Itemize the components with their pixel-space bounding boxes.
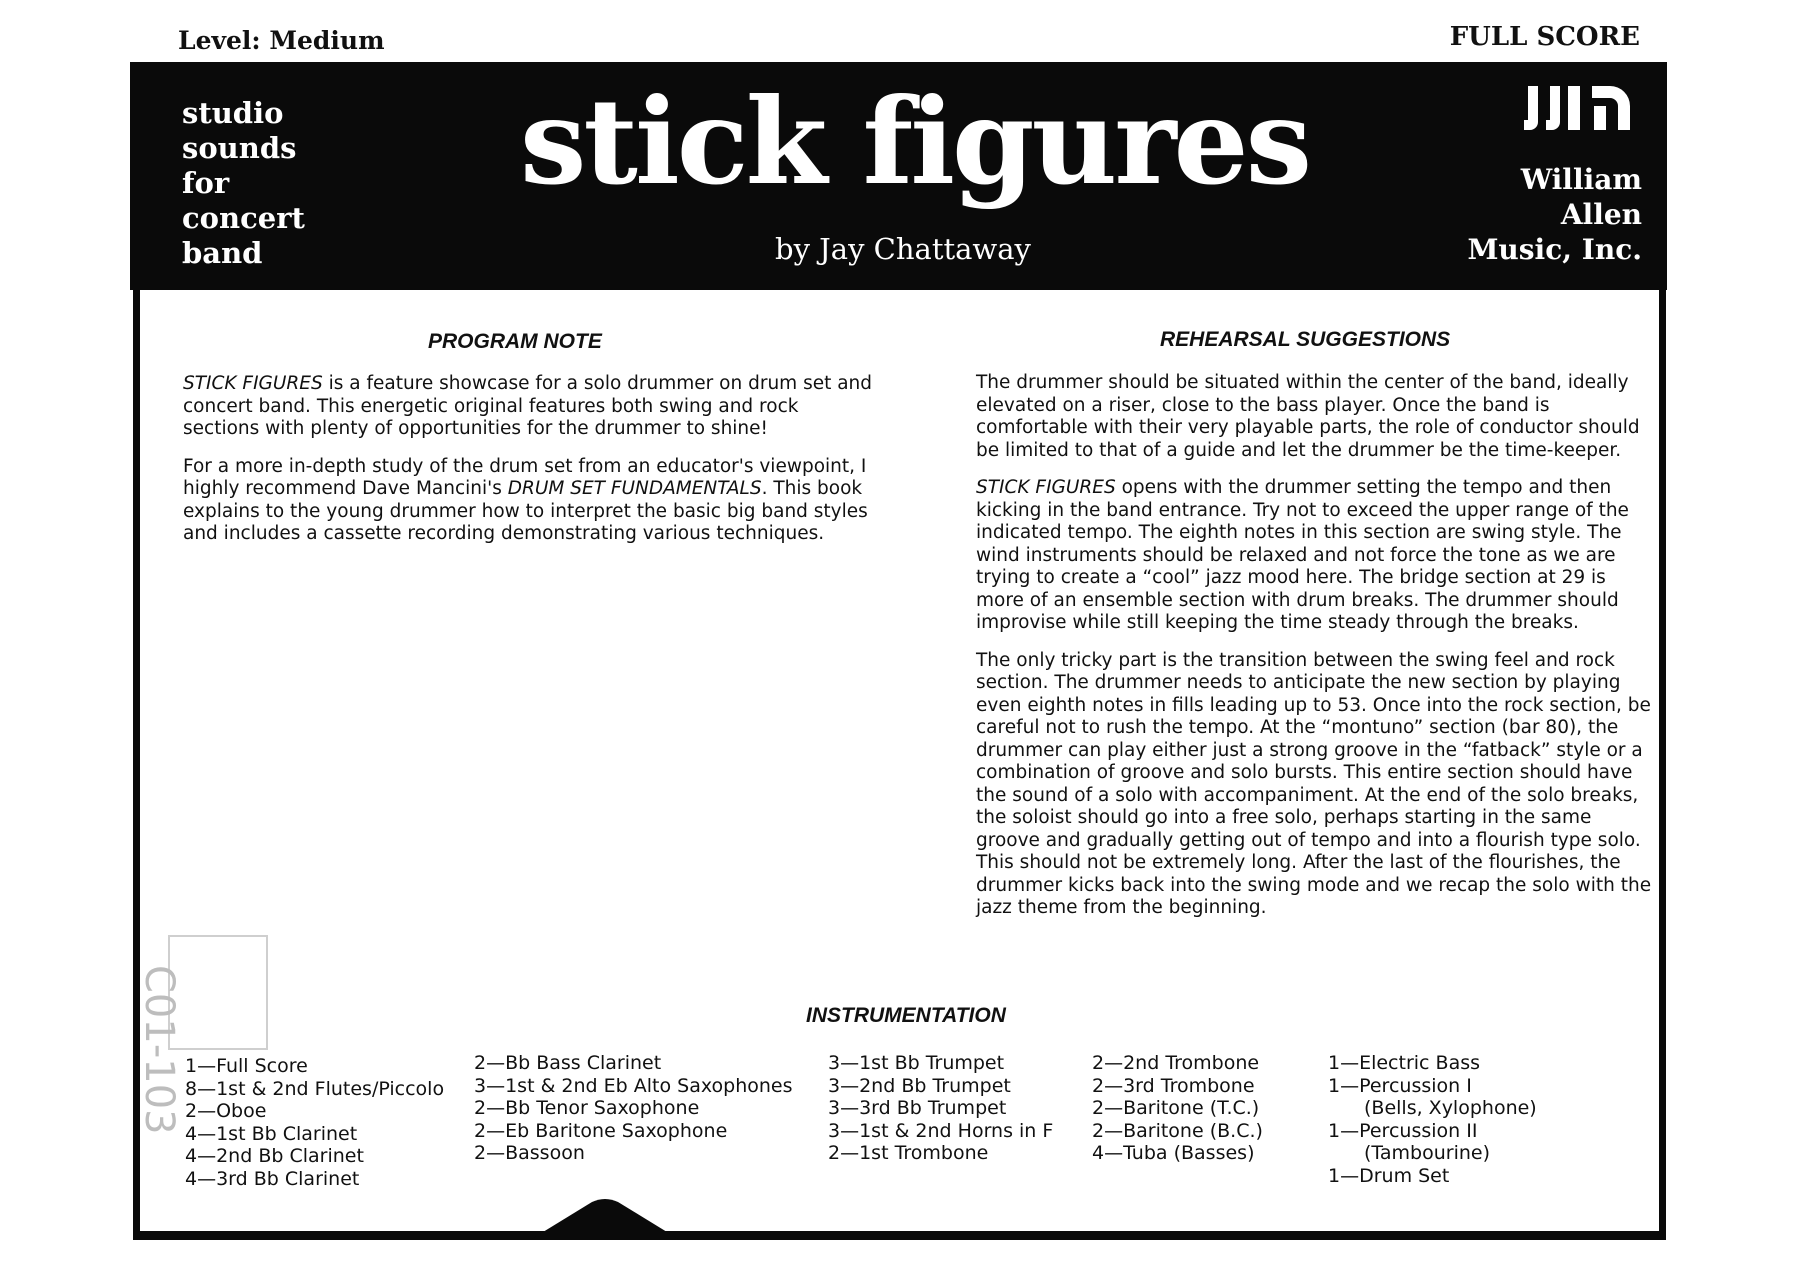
- instrumentation-heading: INSTRUMENTATION: [806, 1004, 1006, 1027]
- instrument-item: 1—Drum Set: [1328, 1164, 1450, 1187]
- paragraph-text: is a feature showcase for a solo drummer on drum set and concert band. This energetic original features both swing and rock sections with plenty of opportunities for the drummer to shine!: [183, 373, 873, 439]
- rehearsal-suggestions-text: [976, 372, 1656, 935]
- series-line: for: [182, 166, 230, 200]
- series-line: sounds: [182, 131, 297, 165]
- program-note-paragraph: [183, 456, 873, 546]
- catalog-stamp-text: C01-103: [136, 965, 182, 1135]
- instrument-item: 1—Full Score: [185, 1055, 308, 1077]
- instrumentation-column: [828, 1052, 1053, 1165]
- instrument-item: 3—2nd Bb Trumpet: [828, 1074, 1011, 1097]
- instrument-item: 1—Electric Bass: [1328, 1052, 1481, 1074]
- instrument-item: 2—Baritone (B.C.): [1092, 1119, 1263, 1142]
- paragraph-text: opens with the drummer setting the tempo and then kicking in the band entrance. Try not to exceed the upper range of the indicated tempo. The eighth notes in this section are swing style. The wind instruments should be relaxed and not force the tone as we are trying to create a “cool” jazz mood here. The bridge section at 29 is more of an ensemble section with drum breaks. The drummer should improvise while still keeping the time steady through the breaks.: [976, 477, 1629, 633]
- instrument-item: (Tambourine): [1364, 1142, 1490, 1164]
- instrument-item: 2—Bb Tenor Saxophone: [474, 1097, 700, 1119]
- instrument-item: 4—3rd Bb Clarinet: [185, 1167, 360, 1190]
- instrument-item: (Bells, Xylophone): [1364, 1097, 1537, 1119]
- full-score-label: FULL SCORE: [1449, 22, 1640, 52]
- instrument-item: 2—2nd Trombone: [1092, 1052, 1260, 1074]
- level-label: Level: Medium: [178, 26, 385, 55]
- instrument-item: 2—3rd Trombone: [1092, 1074, 1255, 1097]
- instrument-item: 3—3rd Bb Trumpet: [828, 1097, 1007, 1119]
- instrument-item: 8—1st & 2nd Flutes/Piccolo: [185, 1077, 445, 1100]
- instrument-item: 4—1st Bb Clarinet: [185, 1122, 358, 1145]
- instrument-item: 4—Tuba (Basses): [1092, 1142, 1255, 1164]
- series-name: [182, 96, 305, 271]
- rehearsal-paragraph: [976, 477, 1656, 635]
- instrument-item: 2—Oboe: [185, 1100, 267, 1122]
- rehearsal-paragraph: The only tricky part is the transition between the swing feel and rock section. The drummer needs to anticipate the new section by playing even eighth notes in fills leading up to 53. Once into the rock section, be careful not to rush the tempo. At the “montuno” section (bar 80), the drummer can play either just a strong groove in the “fatback” style or a combination of groove and solo bursts. This entire section should have the sound of a solo with accompaniment. At the end of the solo breaks, the soloist should go into a free solo, perhaps starting in the same groove and gradually getting out of tempo and into a flourish type solo. This should not be extremely long. After the last of the flourishes, the drummer kicks back into the swing mode and we recap the solo with the jazz theme from the beginning.: [976, 649, 1652, 918]
- instrument-item: 2—Eb Baritone Saxophone: [474, 1119, 728, 1142]
- publisher-line: Music, Inc.: [1467, 233, 1642, 266]
- instrumentation-column: [1092, 1052, 1263, 1165]
- series-line: band: [182, 236, 263, 270]
- instrument-item: 1—Percussion II: [1328, 1119, 1478, 1142]
- piece-title: stick figures: [520, 72, 1310, 211]
- rehearsal-suggestions-heading: REHEARSAL SUGGESTIONS: [1160, 328, 1451, 351]
- publisher-line: Allen: [1560, 198, 1642, 231]
- publisher-line: William: [1520, 163, 1642, 196]
- triangle-ornament-icon: [530, 1198, 680, 1240]
- program-note-paragraph: [183, 373, 873, 441]
- instrument-item: 2—1st Trombone: [828, 1142, 989, 1164]
- paragraph-text: For a more in-depth study of the drum set from an educator's viewpoint, I highly recommend Dave Mancini's: [183, 455, 867, 499]
- book-title-italic: DRUM SET FUNDAMENTALS: [507, 478, 762, 499]
- instrument-item: 3—1st & 2nd Eb Alto Saxophones: [474, 1074, 793, 1097]
- instrument-item: 3—1st Bb Trumpet: [828, 1052, 1005, 1074]
- instrument-item: 2—Bassoon: [474, 1142, 585, 1164]
- paragraph-text: . This book explains to the young drummer how to interpret the basic big band styles and includes a cassette recording demonstrating various techniques.: [183, 478, 868, 544]
- rehearsal-paragraph: The drummer should be situated within the center of the band, ideally elevated on a riser, close to the bass player. Once the band is comfortable with their very playable parts, the role of conductor should be limited to that of a guide and let the drummer be the time-keeper.: [976, 372, 1640, 461]
- composer-credit: by Jay Chattaway: [775, 232, 1031, 266]
- wam-publisher-logo-icon: [1520, 80, 1638, 144]
- program-note-heading: PROGRAM NOTE: [428, 330, 602, 353]
- instrument-item: 2—Baritone (T.C.): [1092, 1097, 1260, 1119]
- publisher-name: [1467, 162, 1642, 267]
- series-line: studio: [182, 96, 284, 130]
- instrument-item: 3—1st & 2nd Horns in F: [828, 1119, 1054, 1142]
- instrument-item: 2—Bb Bass Clarinet: [474, 1052, 662, 1074]
- piece-title-italic: STICK FIGURES: [976, 477, 1116, 498]
- catalog-stamp: [168, 935, 268, 1050]
- instrument-item: 4—2nd Bb Clarinet: [185, 1145, 364, 1167]
- instrument-item: 1—Percussion I: [1328, 1074, 1472, 1097]
- piece-title-italic: STICK FIGURES: [183, 373, 323, 394]
- program-note-text: [183, 373, 873, 561]
- instrumentation-column: [1328, 1052, 1537, 1187]
- instrumentation-column: [474, 1052, 793, 1165]
- series-line: concert: [182, 201, 305, 235]
- instrumentation-column: [185, 1055, 444, 1190]
